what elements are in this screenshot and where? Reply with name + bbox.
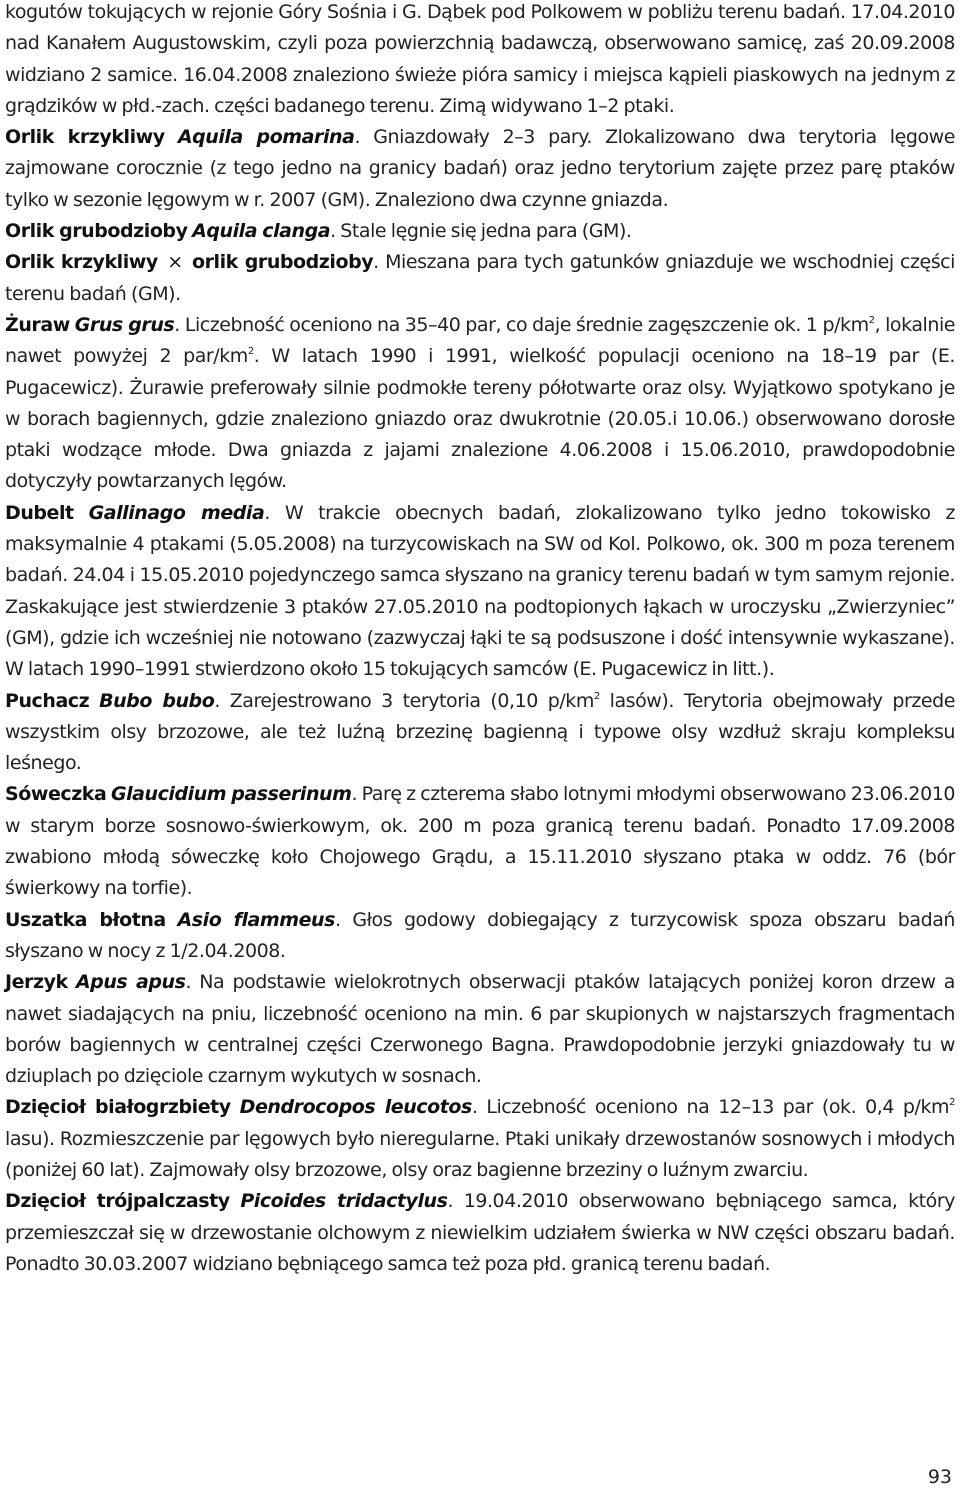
entry-text: . W trakcie obecnych badań, zlokalizowano tylko jedno tokowisko z maksymalnie 4 ptakami (5.05.2008) na turzycowiskach na SW od Kol. Polkowo, ok. 300 m poza terenem badań. 24.04 i 15.05.2010 pojedynczego samca słyszano na granicy terenu badań w tym samym rejonie. Zaskakujące jest stwierdzenie 3 ptaków 27.05.2010 na podtopionych łąkach w uroczysku „Zwierzyniec” (GM), gdzie ich wcześniej nie notowano (zazwyczaj łąki te są podsuszone i dość intensywnie wykaszane). W latach 1990–1991 stwierdzono około 15 tokujących samców (E. Pugacewicz in litt.). xyxy=(5,501,955,681)
species-latin: Picoides tridactylus xyxy=(240,1190,448,1213)
entry-zuraw xyxy=(5,310,955,498)
species-latin: Gallinago media xyxy=(88,501,265,524)
document-body xyxy=(5,0,955,1280)
entry-text: . 19.04.2010 obserwowano bębniącego samca, który przemieszczał się w drzewostanie olchowym z niewielkim udziałem świerka w NW części obszaru badań. Ponadto 30.03.2007 widziano bębniącego samca też poza płd. granicą terenu badań. xyxy=(5,1190,955,1275)
entry-text: . Na podstawie wielokrotnych obserwacji ptaków latających poniżej koron drzew a nawet siadających na pniu, liczebność oceniono na min. 6 par skupionych w najstarszych fragmentach borów bagiennych w centralnej części Czerwonego Bagna. Prawdopodobnie jerzyki gniazdowały tu w dziuplach po dzięciole czarnym wykutych w sosnach. xyxy=(5,971,955,1088)
superscript: 2 xyxy=(247,346,254,358)
entry-text: . Parę z czterema słabo lotnymi młodymi obserwowano 23.06.2010 w starym borze sosnowo-świerkowym, ok. 200 m poza granicą terenu badań. Ponadto 17.09.2008 zwabiono młodą sóweczkę koło Chojowego Grądu, a 15.11.2010 słyszano ptaka w oddz. 76 (bór świerkowy na torfie). xyxy=(5,783,955,900)
entry-text: . W latach 1990 i 1991, wielkość populacji oceniono na 18–19 par (E. Pugacewicz). Żurawie preferowały silnie podmokłe tereny półotwarte oraz olsy. Wyjątkowo spotykano je w borach bagiennych, gdzie znaleziono gniazdo oraz dwukrotnie (20.05.i 10.06.) obserwowano dorosłe ptaki wodzące młode. Dwa gniazda z jajami znalezione 4.06.2008 i 15.06.2010, prawdopodobnie dotyczyły powtarzanych lęgów. xyxy=(5,345,955,493)
species-name: Uszatka błotna xyxy=(5,908,166,931)
page-number: 93 xyxy=(927,1466,952,1488)
species-name: Dubelt xyxy=(5,501,74,524)
hybrid-cross-symbol: × xyxy=(167,251,183,274)
intro-paragraph: kogutów tokujących w rejonie Góry Sośnia i G. Dąbek pod Polkowem w pobliżu terenu badań. 17.04.2010 nad Kanałem Augustowskim, czyli poza powierzchnią badawczą, obserwowano samicę, zaś 20.09.2008 widziano 2 samice. 16.04.2008 znaleziono świeże pióra samicy i miejsca kąpieli piaskowych na jednym z grądzików w płd.-zach. części badanego terenu. Zimą widywano 1–2 ptaki. xyxy=(5,1,955,117)
entry-orlik-grubodzioby xyxy=(5,216,955,247)
species-latin: Bubo bubo xyxy=(99,689,215,712)
entry-text: . Liczebność oceniono na 12–13 par (ok. 0,4 p/km xyxy=(471,1096,950,1119)
entry-text: lasów). Terytoria obejmowały przede wszystkim olsy brzozowe, ale też luźną brzezinę bagienną i typowe olsy wzdłuż skraju kompleksu leśnego. xyxy=(5,689,955,775)
superscript: 2 xyxy=(593,690,600,702)
species-name: Sóweczka xyxy=(5,783,107,806)
entry-text: . Mieszana para tych gatunków gniazduje we wschodniej części terenu badań (GM). xyxy=(5,251,956,305)
entry-dubelt xyxy=(5,498,955,686)
species-name: Jerzyk xyxy=(5,971,68,994)
entry-uszatka-blotna xyxy=(5,905,955,968)
species-name: Żuraw xyxy=(5,313,70,336)
species-latin: Dendrocopos leucotos xyxy=(239,1096,472,1119)
entry-orlik-krzykliwy xyxy=(5,122,955,216)
entry-dzieciol-trojpalczasty xyxy=(5,1186,955,1280)
entry-text: . Gniazdowały 2–3 pary. Zlokalizowano dwa terytoria lęgowe zajmowane corocznie (z tego jedno na granicy badań) oraz jedno terytorium zajęte przez parę ptaków tylko w sezonie lęgowym w r. 2007 (GM). Znaleziono dwa czynne gniazda. xyxy=(5,126,955,211)
entry-orlik-hybrid xyxy=(5,247,955,310)
species-name: Orlik grubodzioby xyxy=(5,220,188,243)
entry-text: lasu). Rozmieszczenie par lęgowych było nieregularne. Ptaki unikały drzewostanów sosnowych i młodych (poniżej 60 lat). Zajmowały olsy brzozowe, olsy oraz bagienne brzeziny o luźnym zwarciu. xyxy=(5,1127,955,1181)
entry-dzieciol-bialogrzbiety xyxy=(5,1092,955,1186)
species-name: orlik grubodzioby xyxy=(192,251,374,274)
entry-jerzyk xyxy=(5,967,955,1092)
entry-text: , lokalnie nawet powyżej 2 par/km xyxy=(5,313,956,368)
species-name: Orlik krzykliwy xyxy=(5,251,158,274)
entry-puchacz xyxy=(5,686,955,780)
species-name: Puchacz xyxy=(5,689,90,712)
entry-text: . Zarejestrowano 3 terytoria (0,10 p/km xyxy=(214,689,594,712)
superscript: 2 xyxy=(868,314,875,326)
species-latin: Grus grus xyxy=(74,313,175,336)
species-name: Dzięcioł trójpalczasty xyxy=(5,1190,230,1213)
species-latin: Aquila clanga xyxy=(192,220,331,243)
species-latin: Aquila pomarina xyxy=(177,126,355,149)
entry-soweczka xyxy=(5,779,955,904)
species-name: Orlik krzykliwy xyxy=(5,126,165,149)
superscript: 2 xyxy=(949,1097,956,1109)
species-latin: Asio flammeus xyxy=(177,908,335,931)
species-latin: Apus apus xyxy=(75,971,186,994)
species-latin: Glaucidium passerinum xyxy=(110,783,352,806)
entry-text: . Liczebność oceniono na 35–40 par, co daje średnie zagęszczenie ok. 1 p/km xyxy=(174,313,869,336)
species-name: Dzięcioł białogrzbiety xyxy=(5,1096,231,1119)
entry-text: . Głos godowy dobiegający z turzycowisk spoza obszaru badań słyszano w nocy z 1/2.04.2008. xyxy=(5,908,955,962)
entry-text: . Stale lęgnie się jedna para (GM). xyxy=(330,220,632,243)
